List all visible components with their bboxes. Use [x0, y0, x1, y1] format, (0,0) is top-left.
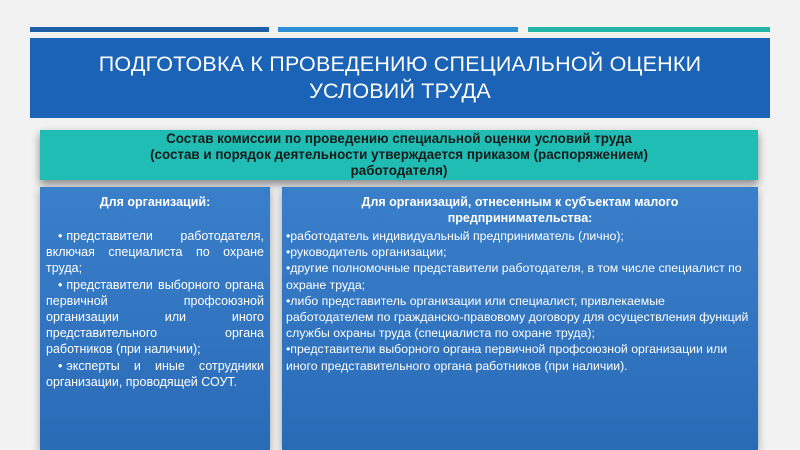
- right-panel-list: [282, 226, 758, 374]
- left-panel-title: Для организаций:: [99, 195, 211, 209]
- right-panel-small-business: [282, 187, 758, 450]
- list-item-text: эксперты и иные сотрудники организации, проводящей СОУТ.: [46, 358, 264, 389]
- bullet-icon: •: [58, 277, 63, 292]
- list-item: •работодатель индивидуальный предприниматель (лично);: [286, 229, 624, 243]
- commission-box: [40, 130, 758, 180]
- commission-text: [150, 131, 648, 179]
- bullet-icon: •: [58, 358, 63, 373]
- right-panel-title: Для организаций, отнесенным к субъектам малого предпринимательства:: [361, 195, 679, 225]
- left-panel-organizations: [40, 187, 270, 450]
- title-band: [30, 38, 770, 118]
- list-item: •либо представитель организации или специалист, привлекаемые работодателем по гражданско-правовому договору для осуществления функций службы охраны труда (специалиста по охране труда);: [286, 293, 749, 341]
- list-item: [46, 358, 264, 390]
- bullet-icon: •: [58, 229, 63, 243]
- list-item: •другие полномочные представители работодателя, в том числе специалист по охране труда;: [286, 261, 742, 292]
- page-title-line-1: ПОДГОТОВКА К ПРОВЕДЕНИЮ СПЕЦИАЛЬНОЙ ОЦЕНКИ: [98, 52, 702, 76]
- commission-line-1: Состав комиссии по проведению специальной оценки условий труда: [166, 131, 632, 146]
- left-panel-list: [40, 210, 270, 390]
- list-item: •руководитель организации;: [286, 245, 447, 260]
- top-accent-bar-teal: [528, 27, 770, 32]
- list-item: •представители выборного органа первичной профсоюзной организации или иного представительного органа работников (при наличии).: [286, 342, 728, 373]
- list-item: [46, 228, 264, 277]
- list-item-text: представители работодателя, включая специалиста по охране труда;: [46, 229, 264, 276]
- commission-line-2: (состав и порядок деятельности утверждается приказом (распоряжением): [150, 147, 648, 162]
- top-accent-bar-dark-blue: [30, 27, 269, 32]
- page-title: [99, 51, 702, 105]
- page-title-line-2: УСЛОВИЙ ТРУДА: [309, 79, 491, 103]
- list-item: [46, 277, 264, 358]
- list-item-text: представители выборного органа первичной профсоюзной организации или иного представительного органа работников (при наличии);: [46, 277, 264, 357]
- top-accent-bar-light-blue: [278, 27, 518, 32]
- commission-line-3: работодателя): [350, 163, 448, 178]
